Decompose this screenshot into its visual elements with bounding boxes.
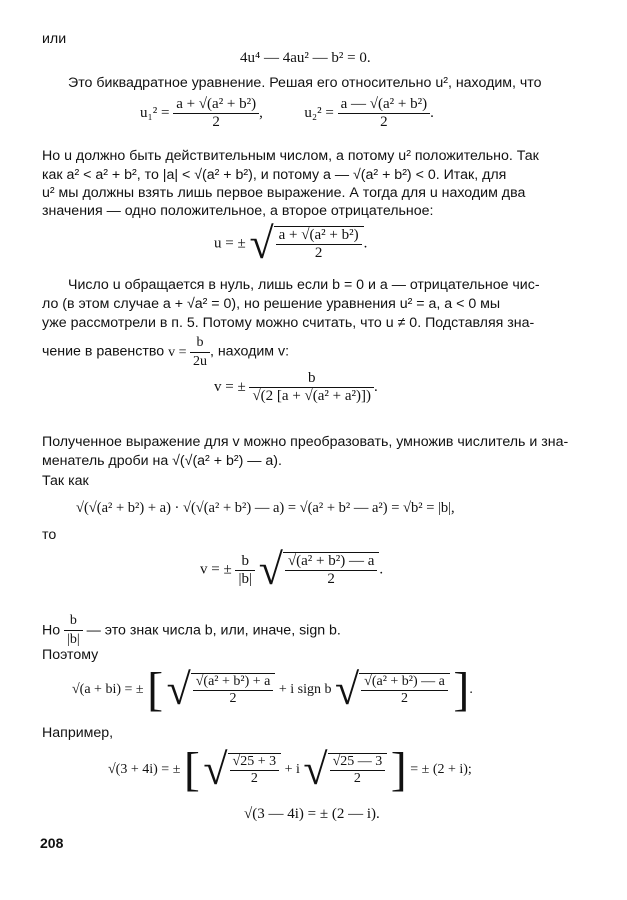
real-part-denominator: 2 bbox=[229, 691, 237, 706]
imag-part-fraction bbox=[359, 673, 450, 707]
paragraph-7: Например, bbox=[42, 725, 114, 741]
u1-fraction bbox=[173, 96, 259, 131]
u2-fraction bbox=[338, 96, 431, 131]
example-imag-fraction bbox=[328, 753, 388, 787]
paragraph-3-text-b: , находим v: bbox=[209, 343, 290, 360]
equation-product: √(√(a² + b²) + a) · √(√(a² + b²) — a) = √(a² + b² — a²) = √b² = |b|, bbox=[76, 500, 455, 516]
paragraph-3-line-2: ло (в этом случае a + √a² = 0), но решение уравнения u² = a, a < 0 мы bbox=[42, 296, 501, 312]
u-denominator: 2 bbox=[314, 245, 323, 261]
sign-fraction bbox=[235, 553, 255, 588]
u-fraction bbox=[274, 226, 364, 262]
equation-example-1 bbox=[108, 743, 472, 796]
sqrt-icon: √ bbox=[249, 219, 274, 268]
u2-numerator: a — √(a² + b²) bbox=[338, 96, 431, 114]
v-def-denominator: 2u bbox=[192, 354, 207, 369]
real-part-fraction bbox=[191, 673, 276, 707]
paragraph-3-text-a: чение в равенство bbox=[42, 343, 165, 360]
v-denominator: √(2 [a + √(a² + a²)]) bbox=[252, 388, 372, 404]
v-def-numerator: b bbox=[190, 334, 210, 353]
example-imag-denominator: 2 bbox=[353, 771, 361, 786]
v-def-fraction bbox=[190, 334, 210, 371]
comma: , bbox=[259, 104, 263, 121]
right-bracket: ] bbox=[390, 743, 407, 796]
example-real-denominator: 2 bbox=[250, 771, 258, 786]
example-rhs: = ± (2 + i); bbox=[410, 762, 472, 778]
equation-sqrt-complex: √(a + bi) = ± [ √ $\frac{\text{√(a² + b²) + a}}{2}$ + i sign b √ $\frac{\text{√(a² + b²) — a}}{2}$ ]. bbox=[72, 663, 473, 716]
equation-v-sign: v = ± $\frac{b}{|b|}$ √ $\frac{\text{√(a² + b²) — a}}{2}$ . bbox=[200, 545, 384, 594]
v-sign-fraction bbox=[283, 552, 380, 588]
imag-part-numerator: √(a² + b²) — a bbox=[361, 674, 448, 691]
sqrt-icon: √ bbox=[258, 545, 283, 594]
left-bracket: [ bbox=[147, 663, 164, 716]
u2-lhs: u₂² = bbox=[304, 104, 334, 121]
sqrt-icon: √ bbox=[166, 665, 191, 714]
sqrt-icon: √ bbox=[203, 745, 228, 794]
paragraph-2-line-4: значения — одно положительное, а второе отрицательное: bbox=[42, 203, 434, 219]
example-imag-unit: + i bbox=[284, 762, 300, 778]
equation-u: u = ± √ $\frac{\text{a + √(a² + b²)}}{2}$ . bbox=[214, 219, 368, 268]
real-part-numerator: √(a² + b²) + a bbox=[193, 674, 274, 691]
v-definition bbox=[168, 335, 210, 369]
paragraph-4-line-2: менатель дроби на √(√(a² + b²) — a). bbox=[42, 453, 282, 469]
b-over-abs-b bbox=[64, 612, 83, 649]
u1-lhs: u₁² = bbox=[140, 104, 170, 121]
left-bracket: [ bbox=[183, 743, 200, 796]
example-real-numerator: √25 + 3 bbox=[230, 754, 280, 771]
paragraph-5 bbox=[42, 612, 589, 649]
u-numerator: a + √(a² + b²) bbox=[276, 227, 362, 245]
v-sign-numerator: √(a² + b²) — a bbox=[285, 553, 378, 571]
abs-b-denominator: |b| bbox=[67, 632, 80, 647]
paragraph-3-line-4 bbox=[42, 334, 589, 371]
u-lhs: u = ± bbox=[214, 235, 246, 252]
period: . bbox=[430, 104, 434, 121]
paragraph-2-line-1: Но u должно быть действительным числом, а потому u² положительно. Так bbox=[42, 148, 539, 164]
paragraph-3-line-3: уже рассмотрели в п. 5. Потому можно считать, что u ≠ 0. Подставляя зна- bbox=[42, 315, 535, 331]
v-numerator: b bbox=[249, 370, 374, 388]
text-ili: или bbox=[42, 31, 67, 47]
paragraph-6: Поэтому bbox=[42, 647, 99, 663]
v-sign-denominator: 2 bbox=[327, 571, 335, 587]
equation-biquadratic: 4u⁴ — 4au² — b² = 0. bbox=[240, 50, 371, 66]
paragraph-4-line-3: Так как bbox=[42, 473, 89, 489]
example-real-fraction bbox=[228, 753, 282, 787]
text-to: то bbox=[42, 527, 57, 543]
paragraph-4-line-1: Полученное выражение для v можно преобразовать, умножив числитель и зна- bbox=[42, 434, 569, 450]
paragraph-3-line-1: Число u обращается в нуль, лишь если b = 0 и a — отрицательное чис- bbox=[68, 277, 540, 293]
u1-numerator: a + √(a² + b²) bbox=[173, 96, 259, 114]
paragraph-5-post: — это знак числа b, или, иначе, sign b. bbox=[86, 622, 341, 639]
sign-denominator: |b| bbox=[238, 570, 252, 587]
imag-part-denominator: 2 bbox=[401, 691, 408, 706]
equation-u-squared bbox=[140, 96, 434, 131]
example-lhs: √(3 + 4i) = ± bbox=[108, 762, 181, 778]
equation-example-2: √(3 — 4i) = ± (2 — i). bbox=[244, 806, 380, 822]
page-number: 208 bbox=[40, 835, 64, 851]
sign-numerator: b bbox=[235, 553, 255, 571]
paragraph-2-line-3: u² мы должны взять лишь первое выражение. А тогда для u находим два bbox=[42, 185, 526, 201]
v-sign-lhs: v = ± bbox=[200, 561, 232, 578]
paragraph-2-line-2: как a² < a² + b², то |a| < √(a² + b²), и потому a — √(a² + b²) < 0. Итак, для bbox=[42, 167, 507, 183]
imag-unit-sign: + i sign b bbox=[278, 682, 332, 698]
v-fraction bbox=[249, 370, 374, 405]
example-imag-numerator: √25 — 3 bbox=[330, 754, 386, 771]
sqrt-icon: √ bbox=[303, 745, 328, 794]
v-lhs: v = bbox=[168, 344, 187, 360]
sqrt-icon: √ bbox=[334, 665, 360, 714]
v-lhs-2: v = ± bbox=[214, 378, 246, 395]
equation-v: v = ± $\frac{b}{\text{√(2 [a + √(a² + a²)])}}$ . bbox=[214, 370, 378, 404]
b-numerator: b bbox=[64, 612, 83, 631]
paragraph-1: Это биквадратное уравнение. Решая его относительно u², находим, что bbox=[68, 75, 542, 91]
u2-denominator: 2 bbox=[380, 114, 388, 130]
paragraph-5-pre: Но bbox=[42, 622, 61, 639]
right-bracket: ] bbox=[453, 663, 470, 716]
u1-denominator: 2 bbox=[212, 114, 220, 130]
complex-lhs: √(a + bi) = ± bbox=[72, 682, 144, 698]
